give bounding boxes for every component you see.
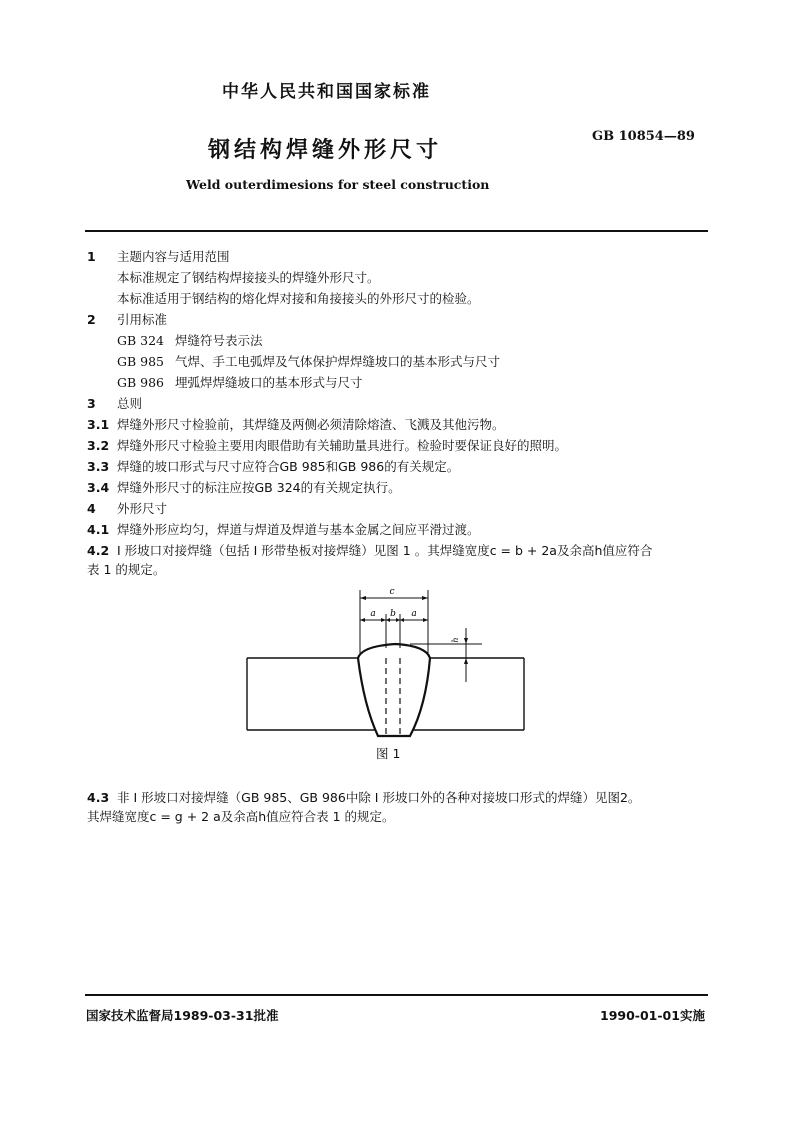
clause-number: 3.1 bbox=[87, 417, 110, 432]
clause-4-1 bbox=[87, 522, 480, 538]
clause-4-3 bbox=[87, 790, 640, 806]
section-heading-text: 外形尺寸 bbox=[117, 501, 168, 516]
document-title-en: Weld outerdimesions for steel construction bbox=[186, 177, 490, 192]
section-3-heading bbox=[87, 396, 142, 412]
reference-item bbox=[117, 333, 263, 349]
clause-3-4 bbox=[87, 480, 401, 496]
clause-number: 3.4 bbox=[87, 480, 110, 495]
reference-title: 焊缝符号表示法 bbox=[175, 333, 263, 348]
clause-text: I 形坡口对接焊缝（包括 I 形带垫板对接焊缝）见图 1 。其焊缝宽度c = b + 2a及余高h值应符合 bbox=[117, 543, 653, 558]
figure-1-weld-diagram bbox=[240, 582, 540, 760]
clause-number: 4.2 bbox=[87, 543, 110, 558]
section-4-heading bbox=[87, 501, 167, 517]
clause-3-2 bbox=[87, 438, 567, 454]
reference-code: GB 324 bbox=[117, 333, 165, 348]
clause-text: 焊缝外形尺寸检验前，其焊缝及两侧必须清除熔渣、飞溅及其他污物。 bbox=[117, 417, 505, 432]
country-standard-title: 中华人民共和国国家标准 bbox=[222, 82, 431, 102]
clause-text: 焊缝外形尺寸检验主要用肉眼借助有关辅助量具进行。检验时要保证良好的照明。 bbox=[117, 438, 568, 453]
clause-text: 焊缝外形应均匀，焊道与焊道及焊道与基本金属之间应平滑过渡。 bbox=[117, 522, 480, 537]
effective-date: 1990-01-01实施 bbox=[600, 1008, 705, 1023]
section-number: 1 bbox=[87, 249, 96, 264]
footer-divider bbox=[85, 994, 708, 996]
clause-number: 4.3 bbox=[87, 790, 110, 805]
clause-text: 焊缝外形尺寸的标注应按GB 324的有关规定执行。 bbox=[117, 480, 401, 495]
dimension-label-c: c bbox=[389, 587, 395, 597]
clause-4-2 bbox=[87, 543, 652, 559]
reference-item bbox=[117, 375, 363, 391]
clause-3-3 bbox=[87, 459, 459, 475]
figure-1-caption: 图 1 bbox=[376, 746, 401, 761]
standard-code: GB 10854—89 bbox=[592, 129, 695, 144]
header-divider bbox=[85, 230, 708, 232]
reference-code: GB 986 bbox=[117, 375, 165, 390]
dimension-label-b: b bbox=[390, 609, 396, 619]
clause-4-2-continued: 表 1 的规定。 bbox=[87, 562, 166, 577]
clause-3-1 bbox=[87, 417, 505, 433]
reference-code: GB 985 bbox=[117, 354, 165, 369]
section-heading-text: 引用标准 bbox=[117, 312, 168, 327]
paragraph: 本标准适用于钢结构的熔化焊对接和角接接头的外形尺寸的检验。 bbox=[117, 291, 480, 306]
reference-title: 气焊、手工电弧焊及气体保护焊焊缝坡口的基本形式与尺寸 bbox=[175, 354, 501, 369]
reference-title: 埋弧焊焊缝坡口的基本形式与尺寸 bbox=[175, 375, 363, 390]
document-title-cn: 钢结构焊缝外形尺寸 bbox=[208, 138, 443, 163]
reference-item bbox=[117, 354, 500, 370]
section-2-heading bbox=[87, 312, 167, 328]
dimension-label-h: h bbox=[451, 637, 460, 643]
section-number: 3 bbox=[87, 396, 96, 411]
section-heading-text: 总则 bbox=[117, 396, 143, 411]
paragraph: 本标准规定了钢结构焊接接头的焊缝外形尺寸。 bbox=[117, 270, 380, 285]
clause-text: 焊缝的坡口形式与尺寸应符合GB 985和GB 986的有关规定。 bbox=[117, 459, 460, 474]
clause-number: 4.1 bbox=[87, 522, 110, 537]
section-number: 2 bbox=[87, 312, 96, 327]
section-number: 4 bbox=[87, 501, 96, 516]
clause-number: 3.3 bbox=[87, 459, 110, 474]
dimension-label-a-left: a bbox=[370, 609, 376, 619]
section-heading-text: 主题内容与适用范围 bbox=[117, 249, 230, 264]
clause-4-3-continued: 其焊缝宽度c = g + 2 a及余高h值应符合表 1 的规定。 bbox=[87, 809, 395, 824]
clause-number: 3.2 bbox=[87, 438, 110, 453]
section-1-heading bbox=[87, 249, 230, 265]
approval-date: 国家技术监督局1989-03-31批准 bbox=[86, 1008, 279, 1023]
dimension-label-a-right: a bbox=[411, 609, 417, 619]
clause-text: 非 I 形坡口对接焊缝（GB 985、GB 986中除 I 形坡口外的各种对接坡口形式的焊缝）见图2。 bbox=[117, 790, 641, 805]
